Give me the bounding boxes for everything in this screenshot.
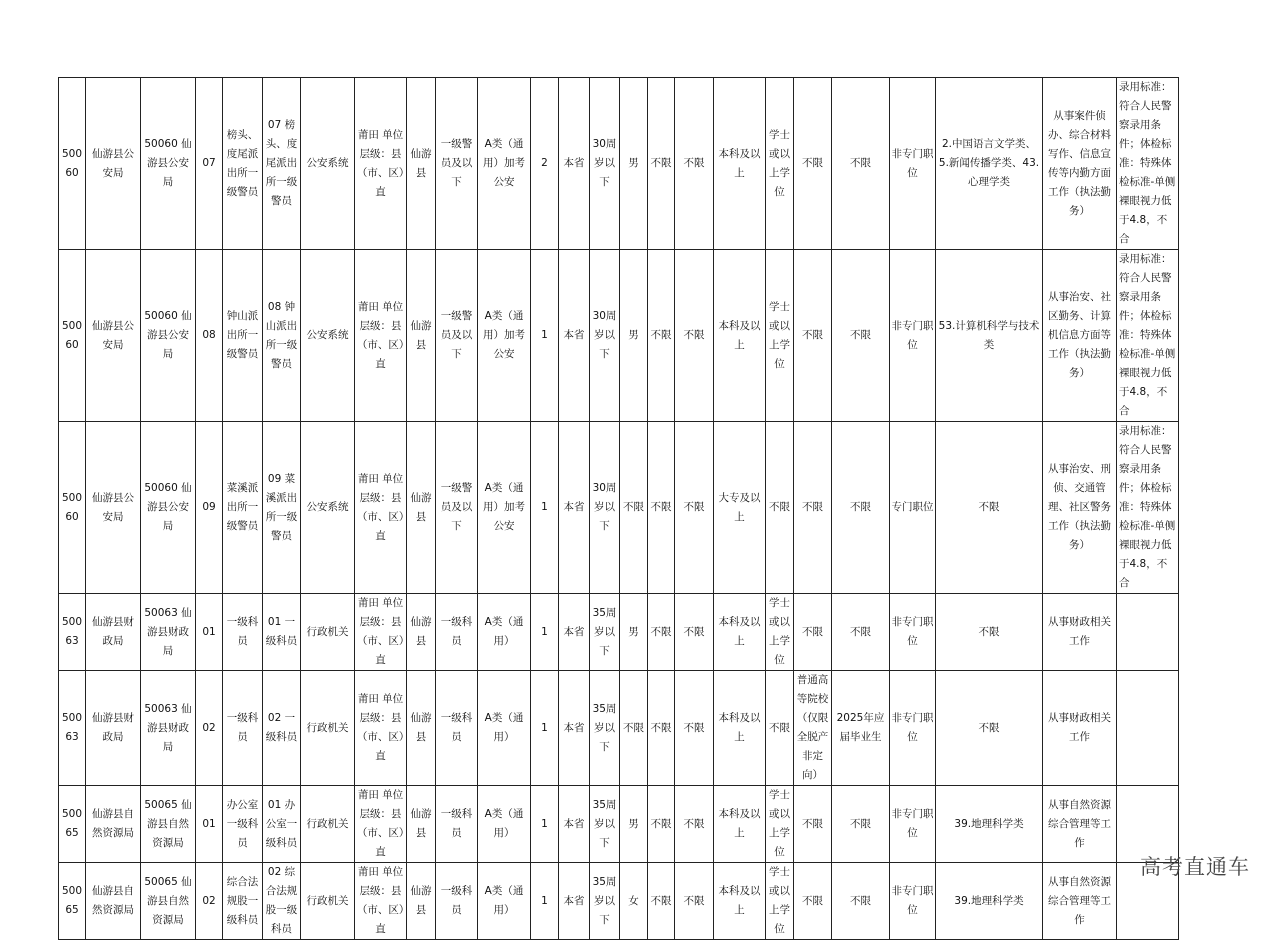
- cell-dept: 50060 仙游县公安局: [141, 78, 196, 250]
- cell-pos-code: 08 钟山派出所一级警员: [263, 250, 301, 422]
- cell-count: 2: [531, 78, 559, 250]
- cell-c4: 不限: [832, 594, 890, 671]
- cell-major: 不限: [936, 671, 1043, 786]
- cell-age: 30周岁以下: [590, 422, 620, 594]
- watermark-text: 高考直通车: [1140, 855, 1250, 879]
- cell-age: 35周岁以下: [590, 671, 620, 786]
- cell-rank: 一级警员及以下: [436, 422, 478, 594]
- cell-count: 1: [531, 250, 559, 422]
- cell-duty: 从事财政相关工作: [1043, 671, 1117, 786]
- cell-system: 公安系统: [301, 422, 355, 594]
- cell-c3: 不限: [794, 594, 832, 671]
- cell-c4: 不限: [832, 250, 890, 422]
- cell-pos-code: 02 一级科员: [263, 671, 301, 786]
- cell-pos-name: 钟山派出所一级警员: [223, 250, 263, 422]
- cell-degree: 学士或以上学位: [766, 594, 794, 671]
- cell-unit-code: 50060: [59, 78, 86, 250]
- cell-education: 本科及以上: [714, 671, 766, 786]
- cell-unit-code: 50060: [59, 250, 86, 422]
- cell-count: 1: [531, 671, 559, 786]
- cell-level: 莆田 单位层级：县（市、区）直: [355, 422, 407, 594]
- cell-unit-name: 仙游县公安局: [86, 78, 141, 250]
- cell-c2: 不限: [675, 250, 714, 422]
- cell-region: 仙游县: [407, 250, 436, 422]
- cell-gender: 女: [620, 863, 648, 940]
- cell-age: 35周岁以下: [590, 786, 620, 863]
- cell-c1: 不限: [648, 671, 675, 786]
- cell-unit-code: 50063: [59, 671, 86, 786]
- cell-duty: 从事案件侦办、综合材料写作、信息宣传等内勤方面工作（执法勤务）: [1043, 78, 1117, 250]
- table-row: [59, 863, 1179, 940]
- cell-level: 莆田 单位层级：县（市、区）直: [355, 594, 407, 671]
- cell-remark: 录用标准：符合人民警察录用条件；体检标准：特殊体检标准-单侧裸眼视力低于4.8，不合: [1117, 78, 1179, 250]
- table-row: [59, 250, 1179, 422]
- cell-education: 大专及以上: [714, 422, 766, 594]
- cell-unit-code: 50060: [59, 422, 86, 594]
- cell-degree: 不限: [766, 422, 794, 594]
- cell-major: 不限: [936, 594, 1043, 671]
- cell-exam: A类（通用）: [478, 594, 531, 671]
- cell-c3: 不限: [794, 786, 832, 863]
- table-row: [59, 422, 1179, 594]
- cell-c2: 不限: [675, 671, 714, 786]
- cell-gender: 男: [620, 786, 648, 863]
- cell-pos-code: 01 一级科员: [263, 594, 301, 671]
- cell-pos-name: 菜溪派出所一级警员: [223, 422, 263, 594]
- cell-c3: 不限: [794, 250, 832, 422]
- cell-c4: 2025年应届毕业生: [832, 671, 890, 786]
- cell-pos-name: 榜头、度尾派出所一级警员: [223, 78, 263, 250]
- cell-remark: [1117, 671, 1179, 786]
- cell-pos-code: 09 菜溪派出所一级警员: [263, 422, 301, 594]
- cell-duty: 从事自然资源综合管理等工作: [1043, 863, 1117, 940]
- cell-pos-no: 01: [196, 786, 223, 863]
- cell-degree: 学士或以上学位: [766, 863, 794, 940]
- cell-rank: 一级科员: [436, 863, 478, 940]
- cell-system: 公安系统: [301, 78, 355, 250]
- cell-post-type: 非专门职位: [890, 671, 936, 786]
- cell-pos-code: 02 综合法规股一级科员: [263, 863, 301, 940]
- cell-gender: 不限: [620, 422, 648, 594]
- cell-count: 1: [531, 863, 559, 940]
- cell-pos-name: 综合法规股一级科员: [223, 863, 263, 940]
- cell-pos-no: 02: [196, 671, 223, 786]
- table-row: [59, 671, 1179, 786]
- cell-post-type: 非专门职位: [890, 786, 936, 863]
- cell-age: 35周岁以下: [590, 863, 620, 940]
- cell-level: 莆田 单位层级：县（市、区）直: [355, 250, 407, 422]
- cell-unit-name: 仙游县公安局: [86, 422, 141, 594]
- cell-education: 本科及以上: [714, 786, 766, 863]
- cell-remark: [1117, 594, 1179, 671]
- cell-rank: 一级科员: [436, 594, 478, 671]
- table-row: [59, 78, 1179, 250]
- cell-exam: A类（通用）加考公安: [478, 422, 531, 594]
- cell-unit-code: 50065: [59, 863, 86, 940]
- cell-system: 行政机关: [301, 786, 355, 863]
- cell-duty: 从事财政相关工作: [1043, 594, 1117, 671]
- cell-c4: 不限: [832, 863, 890, 940]
- cell-c2: 不限: [675, 78, 714, 250]
- cell-exam: A类（通用）: [478, 786, 531, 863]
- cell-gender: 不限: [620, 671, 648, 786]
- cell-c4: 不限: [832, 422, 890, 594]
- cell-age: 30周岁以下: [590, 78, 620, 250]
- cell-age: 30周岁以下: [590, 250, 620, 422]
- cell-c1: 不限: [648, 786, 675, 863]
- cell-system: 行政机关: [301, 594, 355, 671]
- cell-degree: 学士或以上学位: [766, 78, 794, 250]
- cell-c3: 不限: [794, 863, 832, 940]
- cell-dept: 50065 仙游县自然资源局: [141, 863, 196, 940]
- cell-system: 行政机关: [301, 863, 355, 940]
- cell-dept: 50060 仙游县公安局: [141, 250, 196, 422]
- cell-c1: 不限: [648, 422, 675, 594]
- table-row: [59, 786, 1179, 863]
- cell-origin: 本省: [559, 671, 590, 786]
- cell-degree: 学士或以上学位: [766, 250, 794, 422]
- cell-duty: 从事自然资源综合管理等工作: [1043, 786, 1117, 863]
- cell-region: 仙游县: [407, 671, 436, 786]
- cell-c3: 不限: [794, 422, 832, 594]
- cell-origin: 本省: [559, 594, 590, 671]
- cell-major: 不限: [936, 422, 1043, 594]
- cell-c1: 不限: [648, 863, 675, 940]
- cell-education: 本科及以上: [714, 594, 766, 671]
- cell-dept: 50060 仙游县公安局: [141, 422, 196, 594]
- cell-c2: 不限: [675, 786, 714, 863]
- cell-origin: 本省: [559, 78, 590, 250]
- cell-age: 35周岁以下: [590, 594, 620, 671]
- cell-pos-no: 08: [196, 250, 223, 422]
- cell-unit-code: 50063: [59, 594, 86, 671]
- cell-exam: A类（通用）加考公安: [478, 78, 531, 250]
- cell-pos-no: 07: [196, 78, 223, 250]
- cell-region: 仙游县: [407, 786, 436, 863]
- cell-unit-name: 仙游县自然资源局: [86, 786, 141, 863]
- cell-major: 39.地理科学类: [936, 786, 1043, 863]
- cell-rank: 一级警员及以下: [436, 78, 478, 250]
- cell-origin: 本省: [559, 786, 590, 863]
- cell-c3: 不限: [794, 78, 832, 250]
- cell-region: 仙游县: [407, 594, 436, 671]
- cell-unit-name: 仙游县财政局: [86, 594, 141, 671]
- cell-count: 1: [531, 786, 559, 863]
- cell-c1: 不限: [648, 250, 675, 422]
- cell-pos-code: 01 办公室一级科员: [263, 786, 301, 863]
- cell-unit-name: 仙游县财政局: [86, 671, 141, 786]
- cell-c4: 不限: [832, 786, 890, 863]
- cell-origin: 本省: [559, 422, 590, 594]
- cell-post-type: 非专门职位: [890, 594, 936, 671]
- cell-count: 1: [531, 594, 559, 671]
- cell-major: 2.中国语言文学类、5.新闻传播学类、43.心理学类: [936, 78, 1043, 250]
- cell-rank: 一级科员: [436, 671, 478, 786]
- cell-level: 莆田 单位层级：县（市、区）直: [355, 78, 407, 250]
- cell-education: 本科及以上: [714, 250, 766, 422]
- cell-region: 仙游县: [407, 863, 436, 940]
- cell-post-type: 非专门职位: [890, 250, 936, 422]
- cell-c1: 不限: [648, 594, 675, 671]
- cell-pos-code: 07 榜头、度尾派出所一级警员: [263, 78, 301, 250]
- cell-education: 本科及以上: [714, 863, 766, 940]
- cell-remark: 录用标准：符合人民警察录用条件；体检标准：特殊体检标准-单侧裸眼视力低于4.8，不合: [1117, 250, 1179, 422]
- cell-pos-no: 01: [196, 594, 223, 671]
- cell-major: 39.地理科学类: [936, 863, 1043, 940]
- cell-c2: 不限: [675, 863, 714, 940]
- cell-major: 53.计算机科学与技术类: [936, 250, 1043, 422]
- cell-post-type: 非专门职位: [890, 863, 936, 940]
- cell-region: 仙游县: [407, 422, 436, 594]
- cell-pos-name: 办公室一级科员: [223, 786, 263, 863]
- cell-post-type: 专门职位: [890, 422, 936, 594]
- cell-unit-name: 仙游县公安局: [86, 250, 141, 422]
- cell-gender: 男: [620, 250, 648, 422]
- cell-duty: 从事治安、刑侦、交通管理、社区警务工作（执法勤务）: [1043, 422, 1117, 594]
- cell-c2: 不限: [675, 422, 714, 594]
- cell-c3: 普通高等院校（仅限全脱产非定向）: [794, 671, 832, 786]
- cell-gender: 男: [620, 594, 648, 671]
- cell-pos-no: 02: [196, 863, 223, 940]
- recruitment-table: [58, 77, 1179, 940]
- cell-unit-code: 50065: [59, 786, 86, 863]
- cell-exam: A类（通用）: [478, 671, 531, 786]
- cell-degree: 不限: [766, 671, 794, 786]
- cell-system: 行政机关: [301, 671, 355, 786]
- cell-rank: 一级警员及以下: [436, 250, 478, 422]
- cell-remark: 录用标准：符合人民警察录用条件；体检标准：特殊体检标准-单侧裸眼视力低于4.8，不合: [1117, 422, 1179, 594]
- cell-level: 莆田 单位层级：县（市、区）直: [355, 786, 407, 863]
- table-row: [59, 594, 1179, 671]
- cell-unit-name: 仙游县自然资源局: [86, 863, 141, 940]
- cell-origin: 本省: [559, 250, 590, 422]
- cell-system: 公安系统: [301, 250, 355, 422]
- cell-pos-no: 09: [196, 422, 223, 594]
- cell-duty: 从事治安、社区勤务、计算机信息方面等工作（执法勤务）: [1043, 250, 1117, 422]
- cell-level: 莆田 单位层级：县（市、区）直: [355, 671, 407, 786]
- cell-region: 仙游县: [407, 78, 436, 250]
- cell-dept: 50065 仙游县自然资源局: [141, 786, 196, 863]
- cell-degree: 学士或以上学位: [766, 786, 794, 863]
- cell-gender: 男: [620, 78, 648, 250]
- cell-c1: 不限: [648, 78, 675, 250]
- cell-dept: 50063 仙游县财政局: [141, 594, 196, 671]
- cell-pos-name: 一级科员: [223, 671, 263, 786]
- cell-level: 莆田 单位层级：县（市、区）直: [355, 863, 407, 940]
- cell-exam: A类（通用）加考公安: [478, 250, 531, 422]
- cell-c2: 不限: [675, 594, 714, 671]
- cell-dept: 50063 仙游县财政局: [141, 671, 196, 786]
- cell-count: 1: [531, 422, 559, 594]
- cell-education: 本科及以上: [714, 78, 766, 250]
- cell-exam: A类（通用）: [478, 863, 531, 940]
- cell-post-type: 非专门职位: [890, 78, 936, 250]
- cell-rank: 一级科员: [436, 786, 478, 863]
- cell-c4: 不限: [832, 78, 890, 250]
- cell-pos-name: 一级科员: [223, 594, 263, 671]
- cell-origin: 本省: [559, 863, 590, 940]
